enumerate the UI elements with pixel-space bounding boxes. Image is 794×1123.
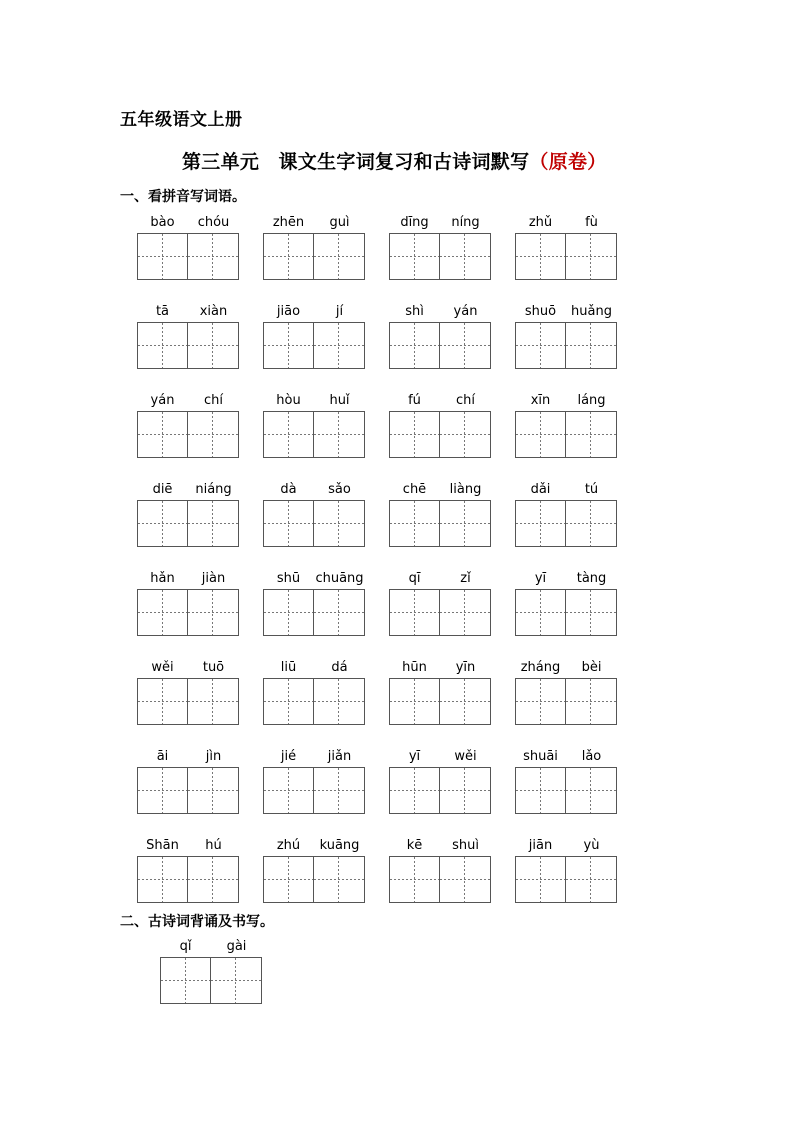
pinyin-label: shū xyxy=(276,571,301,586)
writing-grid xyxy=(389,411,491,458)
writing-cell[interactable] xyxy=(138,679,188,724)
pinyin-label: tā xyxy=(155,304,170,319)
word-item xyxy=(263,570,365,636)
writing-cell[interactable] xyxy=(138,590,188,635)
pinyin-label: kuāng xyxy=(319,838,360,853)
writing-cell[interactable] xyxy=(390,679,440,724)
word-item xyxy=(515,748,617,814)
writing-grid xyxy=(263,233,365,280)
writing-cell[interactable] xyxy=(314,590,364,635)
writing-grid xyxy=(389,589,491,636)
pinyin-label: zhú xyxy=(276,838,301,853)
writing-cell[interactable] xyxy=(188,679,238,724)
writing-cell[interactable] xyxy=(390,323,440,368)
writing-cell[interactable] xyxy=(138,234,188,279)
writing-grid xyxy=(263,767,365,814)
pinyin-label: zháng xyxy=(520,660,561,675)
writing-cell[interactable] xyxy=(264,590,314,635)
writing-grid xyxy=(515,856,617,903)
pinyin-label: yù xyxy=(583,838,600,853)
pinyin-label: jiān xyxy=(528,838,553,853)
section-heading-pinyin: 一、看拼音写词语。 xyxy=(120,189,246,205)
pinyin-label: tuō xyxy=(202,660,225,675)
writing-grid xyxy=(515,589,617,636)
writing-grid xyxy=(263,411,365,458)
pinyin-label: hūn xyxy=(402,660,427,675)
grade-label: 五年级语文上册 xyxy=(120,110,243,130)
writing-cell[interactable] xyxy=(188,857,238,902)
pinyin-label: fú xyxy=(408,393,421,408)
writing-grid xyxy=(263,500,365,547)
word-item xyxy=(389,659,491,725)
writing-grid xyxy=(137,767,239,814)
writing-cell[interactable] xyxy=(516,857,566,902)
pinyin-label: qǐ xyxy=(179,939,192,954)
pinyin-label: fù xyxy=(585,215,598,230)
pinyin-label: jié xyxy=(280,749,297,764)
writing-cell[interactable] xyxy=(516,234,566,279)
word-item xyxy=(515,303,617,369)
writing-grid xyxy=(137,856,239,903)
pinyin-label: chuāng xyxy=(315,571,364,586)
writing-cell[interactable] xyxy=(566,412,616,457)
pinyin-label: jiàn xyxy=(201,571,226,586)
pinyin-label: hǎn xyxy=(150,571,175,586)
word-item xyxy=(137,303,239,369)
writing-cell[interactable] xyxy=(314,768,364,813)
pinyin-label: shuō xyxy=(524,304,557,319)
pinyin-label: jiǎn xyxy=(327,749,352,764)
word-item xyxy=(137,748,239,814)
writing-grid xyxy=(515,233,617,280)
word-item xyxy=(137,392,239,458)
word-item xyxy=(515,570,617,636)
pinyin-label: lǎo xyxy=(581,749,602,764)
writing-cell[interactable] xyxy=(138,857,188,902)
writing-grid xyxy=(263,322,365,369)
pinyin-label: kē xyxy=(406,838,423,853)
pinyin-label: hòu xyxy=(276,393,301,408)
writing-cell[interactable] xyxy=(264,857,314,902)
pinyin-label: huǐ xyxy=(329,393,350,408)
writing-cell[interactable] xyxy=(390,501,440,546)
writing-cell[interactable] xyxy=(390,412,440,457)
pinyin-label: tú xyxy=(584,482,599,497)
writing-cell[interactable] xyxy=(211,958,261,1003)
word-item xyxy=(389,837,491,903)
pinyin-label: shuì xyxy=(452,838,479,853)
word-item xyxy=(515,659,617,725)
writing-cell[interactable] xyxy=(390,590,440,635)
writing-grid xyxy=(515,678,617,725)
pinyin-label: guì xyxy=(329,215,350,230)
writing-cell[interactable] xyxy=(566,590,616,635)
pinyin-label: liàng xyxy=(449,482,482,497)
word-item xyxy=(389,481,491,547)
writing-grid xyxy=(137,322,239,369)
writing-cell[interactable] xyxy=(188,768,238,813)
pinyin-label: dǎi xyxy=(530,482,551,497)
writing-cell[interactable] xyxy=(440,857,490,902)
pinyin-label: zhǔ xyxy=(528,215,553,230)
word-item xyxy=(263,837,365,903)
writing-cell[interactable] xyxy=(566,679,616,724)
pinyin-label: qī xyxy=(408,571,421,586)
writing-cell[interactable] xyxy=(390,768,440,813)
word-item xyxy=(389,214,491,280)
word-item xyxy=(515,392,617,458)
pinyin-label: diē xyxy=(152,482,173,497)
pinyin-label: chē xyxy=(402,482,427,497)
title-main: 第三单元 课文生字词复习和古诗词默写 xyxy=(182,151,530,173)
pinyin-label: jiāo xyxy=(276,304,301,319)
word-item xyxy=(263,392,365,458)
writing-cell[interactable] xyxy=(440,501,490,546)
writing-cell[interactable] xyxy=(440,234,490,279)
writing-cell[interactable] xyxy=(390,234,440,279)
word-item xyxy=(137,214,239,280)
writing-cell[interactable] xyxy=(516,679,566,724)
writing-cell[interactable] xyxy=(188,501,238,546)
writing-cell[interactable] xyxy=(516,768,566,813)
pinyin-label: yán xyxy=(150,393,175,408)
pinyin-label: chí xyxy=(204,393,223,408)
writing-grid xyxy=(137,589,239,636)
writing-cell[interactable] xyxy=(516,412,566,457)
writing-cell[interactable] xyxy=(188,412,238,457)
writing-cell[interactable] xyxy=(314,323,364,368)
pinyin-label: sǎo xyxy=(328,482,351,497)
pinyin-label: tàng xyxy=(576,571,607,586)
pinyin-label: dà xyxy=(280,482,297,497)
writing-cell[interactable] xyxy=(440,323,490,368)
writing-cell[interactable] xyxy=(264,501,314,546)
writing-cell[interactable] xyxy=(390,857,440,902)
writing-cell[interactable] xyxy=(314,857,364,902)
word-item xyxy=(389,392,491,458)
word-item xyxy=(515,214,617,280)
writing-cell[interactable] xyxy=(314,501,364,546)
word-item xyxy=(389,748,491,814)
writing-grid xyxy=(137,500,239,547)
writing-grid xyxy=(515,500,617,547)
writing-grid xyxy=(389,856,491,903)
pinyin-label: jí xyxy=(335,304,344,319)
pinyin-label: zhēn xyxy=(272,215,305,230)
word-item xyxy=(389,303,491,369)
pinyin-label: xiàn xyxy=(199,304,228,319)
writing-cell[interactable] xyxy=(138,323,188,368)
pinyin-label: xīn xyxy=(530,393,551,408)
writing-grid xyxy=(515,322,617,369)
word-item xyxy=(263,748,365,814)
pinyin-label: yīn xyxy=(455,660,476,675)
word-item xyxy=(137,481,239,547)
writing-cell[interactable] xyxy=(138,501,188,546)
writing-cell[interactable] xyxy=(516,501,566,546)
word-item xyxy=(263,481,365,547)
pinyin-label: shuāi xyxy=(523,749,558,764)
pinyin-label: yán xyxy=(453,304,478,319)
word-item xyxy=(389,570,491,636)
writing-cell[interactable] xyxy=(188,323,238,368)
word-item xyxy=(263,214,365,280)
writing-cell[interactable] xyxy=(264,768,314,813)
writing-cell[interactable] xyxy=(314,234,364,279)
writing-cell[interactable] xyxy=(314,679,364,724)
writing-grid xyxy=(389,678,491,725)
writing-cell[interactable] xyxy=(516,323,566,368)
writing-cell[interactable] xyxy=(566,323,616,368)
pinyin-label: liū xyxy=(280,660,297,675)
pinyin-label: dīng xyxy=(400,215,429,230)
writing-cell[interactable] xyxy=(440,412,490,457)
writing-grid xyxy=(389,500,491,547)
writing-cell[interactable] xyxy=(566,234,616,279)
pinyin-label: yī xyxy=(408,749,421,764)
writing-cell[interactable] xyxy=(440,768,490,813)
writing-grid xyxy=(263,678,365,725)
pinyin-label: dá xyxy=(331,660,348,675)
writing-grid xyxy=(515,767,617,814)
pinyin-label: láng xyxy=(577,393,606,408)
word-item xyxy=(137,570,239,636)
writing-cell[interactable] xyxy=(188,234,238,279)
writing-cell[interactable] xyxy=(566,857,616,902)
writing-cell[interactable] xyxy=(138,768,188,813)
section-heading-poetry: 二、古诗词背诵及书写。 xyxy=(120,914,274,930)
writing-cell[interactable] xyxy=(516,590,566,635)
writing-cell[interactable] xyxy=(264,323,314,368)
writing-grid xyxy=(389,233,491,280)
writing-cell[interactable] xyxy=(161,958,211,1003)
writing-cell[interactable] xyxy=(314,412,364,457)
word-item xyxy=(137,837,239,903)
writing-cell[interactable] xyxy=(188,590,238,635)
pinyin-label: bèi xyxy=(581,660,602,675)
pinyin-label: bào xyxy=(150,215,175,230)
pinyin-label: yī xyxy=(534,571,547,586)
writing-cell[interactable] xyxy=(440,590,490,635)
pinyin-label: niáng xyxy=(195,482,232,497)
writing-cell[interactable] xyxy=(138,412,188,457)
writing-cell[interactable] xyxy=(440,679,490,724)
writing-cell[interactable] xyxy=(264,679,314,724)
pinyin-label: āi xyxy=(156,749,169,764)
pinyin-label: Shān xyxy=(146,838,179,853)
word-item xyxy=(515,481,617,547)
title-highlight: （原卷） xyxy=(529,151,607,173)
word-item xyxy=(263,659,365,725)
writing-grid xyxy=(389,767,491,814)
pinyin-label: níng xyxy=(451,215,480,230)
writing-grid xyxy=(263,856,365,903)
pinyin-label: hú xyxy=(205,838,222,853)
writing-cell[interactable] xyxy=(264,412,314,457)
pinyin-label: chí xyxy=(456,393,475,408)
pinyin-label: jìn xyxy=(205,749,222,764)
pinyin-label: zǐ xyxy=(460,571,471,586)
writing-grid xyxy=(389,322,491,369)
writing-cell[interactable] xyxy=(264,234,314,279)
pinyin-label: wěi xyxy=(454,749,477,764)
word-item xyxy=(137,659,239,725)
writing-grid xyxy=(160,957,262,1004)
word-item xyxy=(160,938,262,1004)
pinyin-label: chóu xyxy=(197,215,230,230)
pinyin-label: wěi xyxy=(151,660,174,675)
pinyin-label: shì xyxy=(405,304,424,319)
word-item xyxy=(263,303,365,369)
writing-cell[interactable] xyxy=(566,768,616,813)
writing-grid xyxy=(137,411,239,458)
writing-grid xyxy=(137,233,239,280)
pinyin-label: gài xyxy=(226,939,247,954)
pinyin-label: huǎng xyxy=(571,304,612,319)
writing-grid xyxy=(263,589,365,636)
writing-grid xyxy=(137,678,239,725)
word-item xyxy=(515,837,617,903)
writing-cell[interactable] xyxy=(566,501,616,546)
writing-grid xyxy=(515,411,617,458)
